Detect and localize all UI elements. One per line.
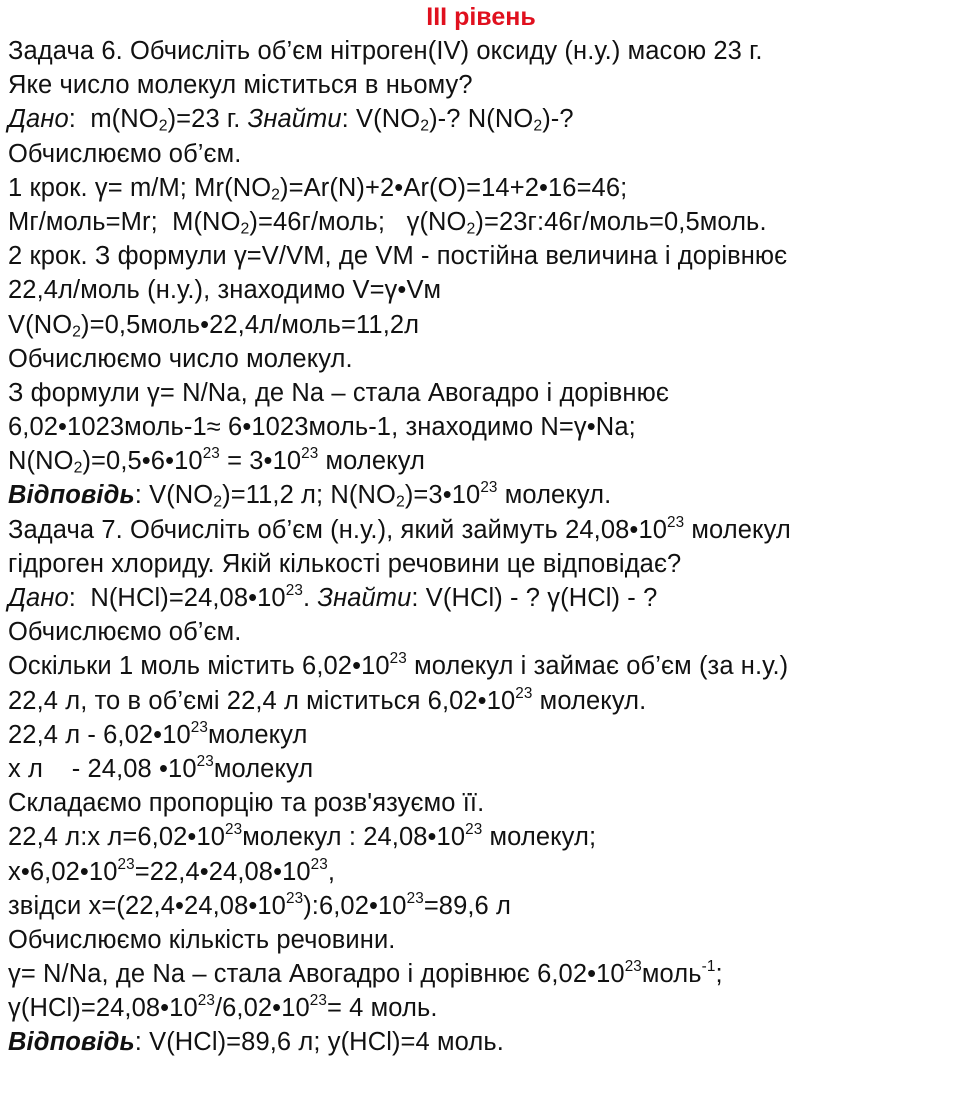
- text-run: Дано: [8, 584, 69, 612]
- text-line: [8, 786, 954, 820]
- text-run: V(NO: [8, 310, 73, 339]
- text-line: [8, 376, 954, 410]
- text-run: гідроген хлориду. Якій кількості речовини це відповідає?: [8, 549, 682, 578]
- text-line: [8, 513, 954, 547]
- text-line: [8, 718, 954, 752]
- text-run: =89,6 л: [423, 891, 511, 920]
- text-run: Дано: [8, 105, 69, 134]
- text-run: х•6,02•10: [8, 857, 118, 886]
- text-run: γ= N/Na, де Na – стала Авогадро і дорівнює 6,02•10: [8, 960, 625, 989]
- text-run: Складаємо пропорцію та розв'язуємо її.: [8, 789, 485, 818]
- text-run: : V(HCl)=89,6 л; у(HCl)=4 моль.: [134, 1028, 504, 1057]
- text-run: )-?: [542, 105, 574, 134]
- text-run: Знайти: [317, 584, 412, 612]
- text-run: молекул і займає об’єм (за н.у.): [406, 652, 789, 681]
- text-run: молекул: [684, 515, 791, 544]
- text-run: х л - 24,08 •10: [8, 754, 197, 783]
- superscript: 23: [515, 684, 533, 702]
- text-run: молекул.: [532, 686, 647, 715]
- text-run: )=0,5•6•10: [82, 447, 203, 476]
- text-run: моль: [641, 960, 702, 989]
- text-line: [8, 68, 954, 102]
- text-run: 22,4 л:х л=6,02•10: [8, 823, 226, 852]
- superscript: 23: [225, 821, 243, 839]
- text-run: N(NO: [8, 447, 74, 476]
- text-line: [8, 820, 954, 854]
- text-line: [8, 889, 954, 923]
- superscript: 23: [202, 445, 220, 463]
- text-line: [8, 342, 954, 376]
- text-line: [8, 923, 954, 957]
- text-run: молекул;: [482, 823, 597, 852]
- text-run: 22,4л/моль (н.у.), знаходимо V=γ•Vм: [8, 276, 442, 305]
- text-line: [8, 855, 954, 889]
- text-line: [8, 615, 954, 649]
- solution-text: [8, 34, 954, 1060]
- text-line: [8, 444, 954, 478]
- text-run: )=3•10: [404, 481, 481, 510]
- text-run: молекул: [318, 447, 425, 476]
- level-heading: III рівень: [426, 3, 536, 31]
- text-run: )=0,5моль•22,4л/моль=11,2л: [81, 310, 420, 339]
- text-run: 6,02•1023моль-1≈ 6•1023моль-1, знаходимо N=γ•Na;: [8, 413, 636, 442]
- text-line: [8, 273, 954, 307]
- superscript: 23: [310, 855, 328, 873]
- text-line: [8, 991, 954, 1025]
- subscript: 2: [533, 117, 543, 135]
- superscript: 23: [190, 718, 208, 736]
- text-run: Відповідь: [8, 481, 135, 510]
- text-run: молекул: [213, 754, 314, 783]
- superscript: 23: [117, 855, 135, 873]
- subscript: 2: [240, 220, 250, 238]
- superscript: 23: [624, 958, 642, 976]
- subscript: 2: [271, 186, 281, 204]
- text-run: Відповідь: [8, 1028, 135, 1057]
- text-run: )=11,2 л; N(NO: [222, 481, 396, 510]
- text-line: [8, 547, 954, 581]
- text-run: = 3•10: [219, 447, 302, 476]
- text-line: [8, 239, 954, 273]
- text-run: 1 крок. γ= m/M; Mr(NO: [8, 173, 272, 202]
- text-line: [8, 752, 954, 786]
- text-line: [8, 478, 954, 512]
- text-line: [8, 205, 954, 239]
- text-run: : m(NO: [68, 105, 159, 134]
- superscript: 23: [480, 479, 498, 497]
- text-run: Обчислюємо кількість речовини.: [8, 925, 396, 954]
- text-run: : V(NO: [134, 481, 214, 510]
- text-line: [8, 308, 954, 342]
- text-run: Задача 7. Обчисліть об’єм (н.у.), який займуть 24,08•10: [8, 515, 668, 544]
- subscript: 2: [158, 117, 168, 135]
- text-line: [8, 34, 954, 68]
- text-run: )=Ar(N)+2•Ar(O)=14+2•16=46;: [280, 173, 628, 202]
- text-run: молекул.: [497, 481, 612, 510]
- text-run: .: [302, 584, 318, 612]
- text-run: звідси х=(22,4•24,08•10: [8, 891, 286, 920]
- superscript: 23: [197, 992, 215, 1010]
- text-run: : V(NO: [341, 105, 421, 134]
- superscript: 23: [465, 821, 483, 839]
- text-run: Mг/моль=Mr; M(NO: [8, 207, 241, 236]
- superscript: 23: [389, 650, 407, 668]
- subscript: 2: [72, 322, 82, 340]
- text-run: /6,02•10: [214, 994, 310, 1023]
- superscript: 23: [301, 445, 319, 463]
- subscript: 2: [213, 493, 223, 511]
- superscript: 23: [406, 889, 424, 907]
- text-run: = 4 моль.: [326, 994, 438, 1023]
- text-run: Яке число молекул міститься в ньому?: [8, 71, 473, 100]
- text-line: [8, 581, 954, 615]
- text-run: )=46г/моль; γ(NO: [249, 207, 467, 236]
- subscript: 2: [73, 459, 83, 477]
- subscript: 2: [466, 220, 476, 238]
- text-run: Задача 6. Обчисліть об’єм нітроген(IV) оксиду (н.у.) масою 23 г.: [8, 37, 763, 65]
- text-line: [8, 649, 954, 683]
- text-line: [8, 171, 954, 205]
- text-run: )-? N(NO: [429, 105, 534, 134]
- text-run: З формули γ= N/Na, де Na – стала Авогадро і дорівнює: [8, 378, 669, 407]
- superscript: 23: [285, 889, 304, 907]
- text-run: 22,4 л, то в об’ємі 22,4 л міститься 6,02•10: [8, 686, 516, 715]
- text-line: [8, 102, 954, 136]
- text-run: ;: [715, 960, 723, 989]
- text-line: [8, 684, 954, 718]
- text-run: : V(HCl) - ? γ(HCl) - ?: [411, 584, 658, 612]
- text-run: ,: [327, 857, 336, 886]
- text-run: молекул : 24,08•10: [242, 823, 466, 852]
- superscript: 23: [667, 513, 685, 531]
- text-run: : N(HCl)=24,08•10: [68, 584, 286, 612]
- text-run: 2 крок. З формули γ=V/VM, де VM - постійна величина і дорівнює: [8, 242, 788, 271]
- text-line: [8, 137, 954, 171]
- subscript: 2: [420, 117, 430, 135]
- superscript: 23: [285, 581, 303, 599]
- text-run: Обчислюємо об’єм.: [8, 618, 242, 647]
- text-run: )=23 г.: [167, 105, 248, 134]
- text-run: =22,4•24,08•10: [134, 857, 311, 886]
- subscript: 2: [395, 493, 405, 511]
- superscript: -1: [701, 958, 716, 976]
- text-run: Знайти: [247, 105, 342, 134]
- text-line: [8, 410, 954, 444]
- text-line: [8, 957, 954, 991]
- text-run: молекул: [208, 720, 308, 749]
- text-line: [8, 1025, 954, 1059]
- superscript: 23: [309, 992, 327, 1010]
- text-run: 22,4 л - 6,02•10: [8, 720, 191, 749]
- text-run: )=23г:46г/моль=0,5моль.: [475, 207, 767, 236]
- superscript: 23: [196, 752, 214, 770]
- text-run: γ(HCl)=24,08•10: [8, 994, 198, 1023]
- text-run: Обчислюємо число молекул.: [8, 344, 353, 373]
- text-run: Оскільки 1 моль містить 6,02•10: [8, 652, 390, 681]
- text-run: Обчислюємо об’єм.: [8, 139, 242, 168]
- text-run: ):6,02•10: [303, 891, 407, 920]
